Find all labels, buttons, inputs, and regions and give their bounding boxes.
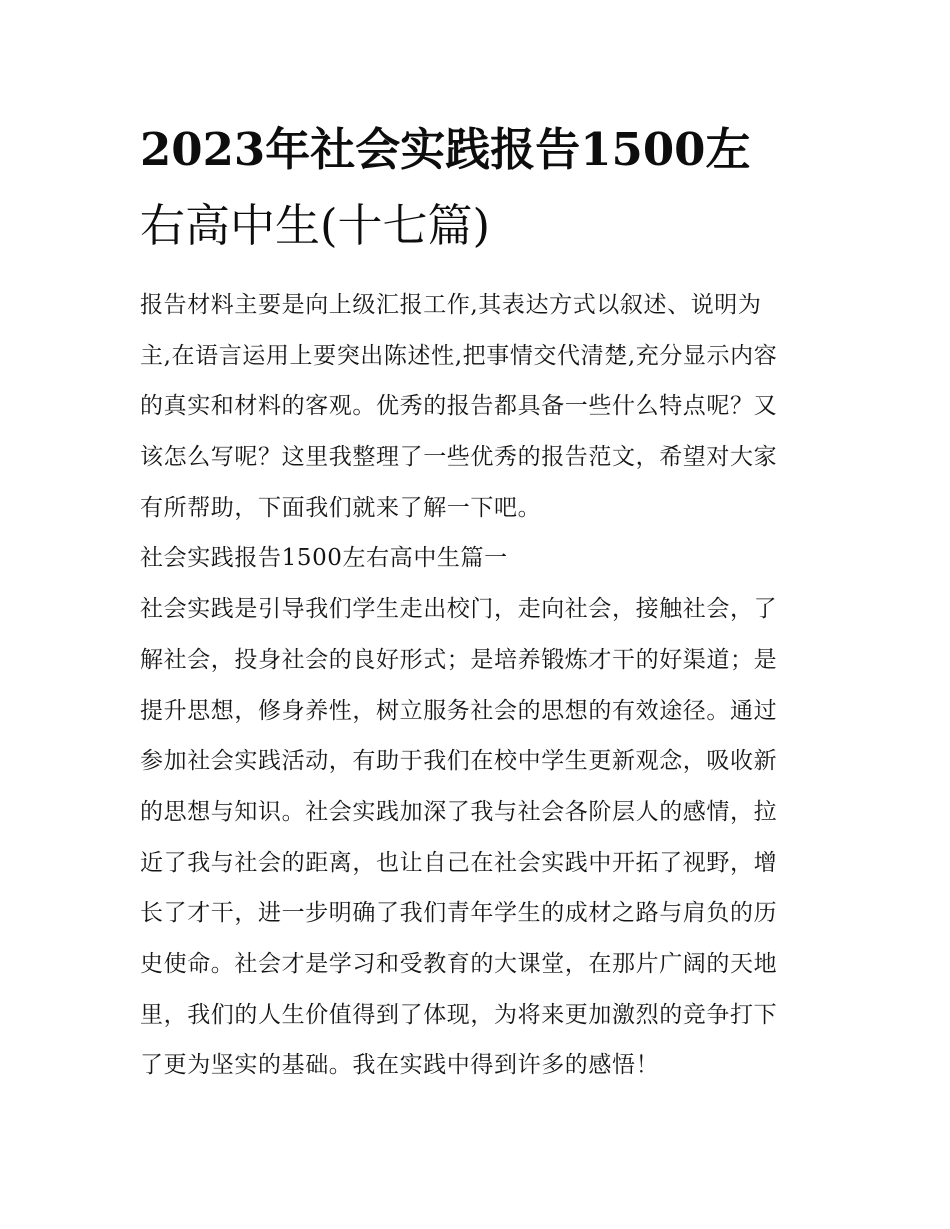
section-heading: 社会实践报告1500左右高中生篇一 (140, 545, 508, 572)
body-line: 近了我与社会的距离，也让自己在社会实践中开拓了视野，增 (140, 849, 778, 876)
body-line: 提升思想，修身养性，树立服务社会的思想的有效途径。通过 (140, 697, 778, 724)
intro-line: 报告材料主要是向上级汇报工作,其表达方式以叙述、说明为 (140, 292, 762, 318)
body-line: 了更为坚实的基础。我在实践中得到许多的感悟！ (140, 1052, 660, 1079)
body-line: 解社会，投身社会的良好形式；是培养锻炼才干的好渠道；是 (140, 646, 778, 673)
intro-line: 有所帮助，下面我们就来了解一下吧。 (140, 494, 542, 521)
document-title (140, 112, 820, 264)
intro-line: 该怎么写呢？这里我整理了一些优秀的报告范文，希望对大家 (140, 444, 778, 471)
intro-line: 的真实和材料的客观。优秀的报告都具备一些什么特点呢？又 (140, 393, 778, 420)
title-line: 右高中生(十七篇) (140, 199, 491, 252)
body-line: 社会实践是引导我们学生走出校门，走向社会，接触社会，了 (140, 596, 778, 623)
body-line: 的思想与知识。社会实践加深了我与社会各阶层人的感情，拉 (140, 798, 778, 825)
body-line: 长了才干，进一步明确了我们青年学生的成材之路与肩负的历 (140, 900, 778, 927)
intro-line: 主,在语言运用上要突出陈述性,把事情交代清楚,充分显示内容 (140, 342, 778, 369)
title-line: 2023年社会实践报告1500左 (140, 123, 751, 176)
body-line: 里，我们的人生价值得到了体现，为将来更加激烈的竞争打下 (140, 1001, 778, 1028)
body-line: 史使命。社会才是学习和受教育的大课堂，在那片广阔的天地 (140, 950, 778, 977)
document-body (140, 280, 820, 1091)
body-line: 参加社会实践活动，有助于我们在校中学生更新观念，吸收新 (140, 748, 778, 775)
